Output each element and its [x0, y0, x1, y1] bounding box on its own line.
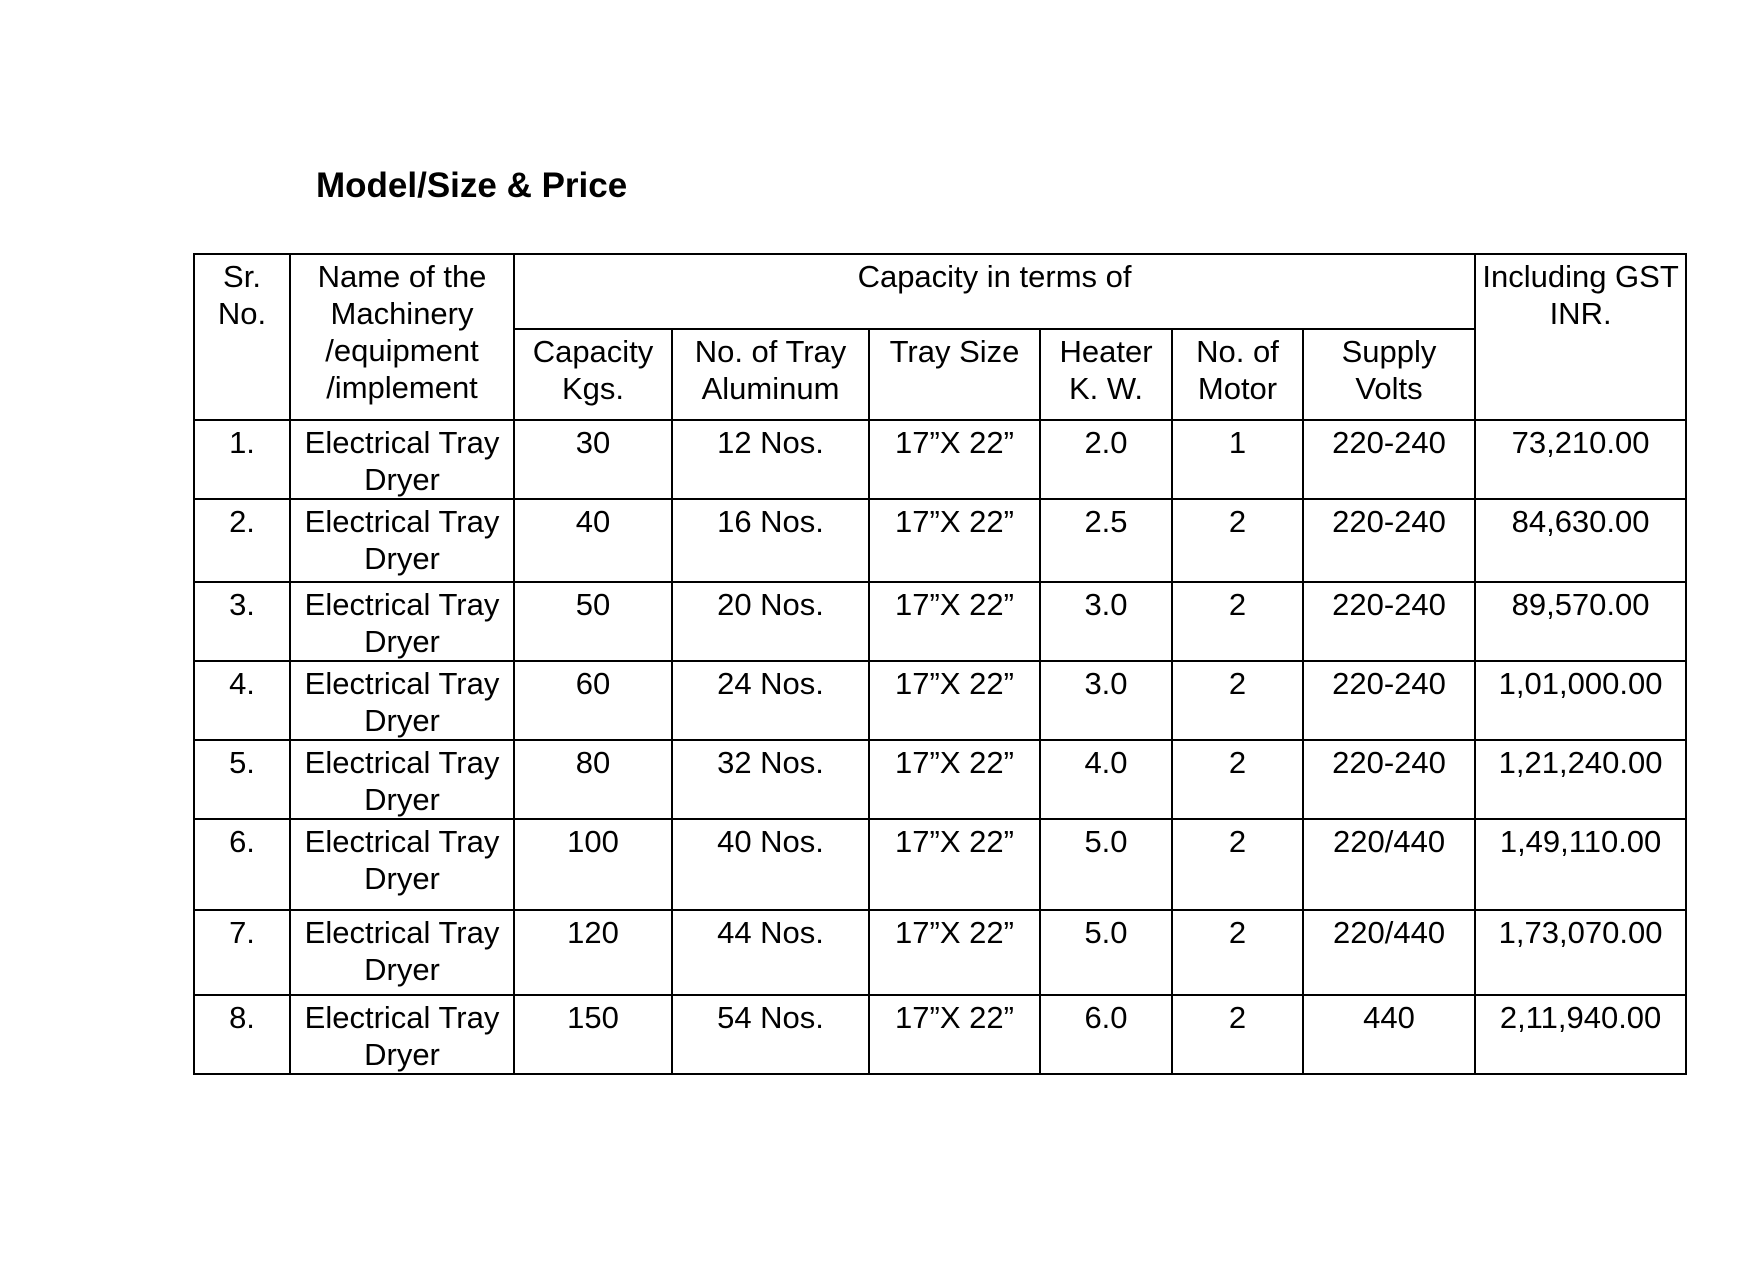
cell-heater: 5.0 — [1040, 910, 1172, 995]
table-row — [194, 420, 1686, 499]
header-price: Including GST INR. — [1475, 254, 1686, 420]
cell-heater: 2.0 — [1040, 420, 1172, 499]
cell-heater: 4.0 — [1040, 740, 1172, 819]
header-no-of-motor: No. of Motor — [1172, 329, 1303, 420]
cell-capacity: 60 — [514, 661, 672, 740]
cell-machinery-name: Electrical Tray Dryer — [290, 910, 514, 995]
table-header — [194, 254, 1686, 420]
cell-capacity: 30 — [514, 420, 672, 499]
cell-price: 1,49,110.00 — [1475, 819, 1686, 910]
cell-no-of-tray: 20 Nos. — [672, 582, 869, 661]
cell-capacity: 50 — [514, 582, 672, 661]
cell-no-of-tray: 40 Nos. — [672, 819, 869, 910]
cell-machinery-name: Electrical Tray Dryer — [290, 582, 514, 661]
cell-machinery-name: Electrical Tray Dryer — [290, 499, 514, 582]
cell-tray-size: 17”X 22” — [869, 420, 1040, 499]
cell-tray-size: 17”X 22” — [869, 910, 1040, 995]
header-capacity-group: Capacity in terms of — [514, 254, 1475, 329]
cell-capacity: 40 — [514, 499, 672, 582]
table-row — [194, 740, 1686, 819]
cell-no-of-motor: 2 — [1172, 499, 1303, 582]
cell-no-of-motor: 2 — [1172, 661, 1303, 740]
header-sr-no: Sr. No. — [194, 254, 290, 420]
cell-price: 1,21,240.00 — [1475, 740, 1686, 819]
cell-supply-volts: 220/440 — [1303, 910, 1475, 995]
cell-supply-volts: 220/440 — [1303, 819, 1475, 910]
cell-capacity: 80 — [514, 740, 672, 819]
cell-heater: 3.0 — [1040, 661, 1172, 740]
cell-price: 84,630.00 — [1475, 499, 1686, 582]
cell-machinery-name: Electrical Tray Dryer — [290, 740, 514, 819]
cell-heater: 6.0 — [1040, 995, 1172, 1074]
header-supply-volts: Supply Volts — [1303, 329, 1475, 420]
cell-sr-no: 3. — [194, 582, 290, 661]
table-row — [194, 582, 1686, 661]
cell-no-of-motor: 1 — [1172, 420, 1303, 499]
cell-sr-no: 8. — [194, 995, 290, 1074]
cell-capacity: 100 — [514, 819, 672, 910]
cell-supply-volts: 220-240 — [1303, 661, 1475, 740]
cell-no-of-tray: 54 Nos. — [672, 995, 869, 1074]
cell-no-of-motor: 2 — [1172, 910, 1303, 995]
header-tray-size: Tray Size — [869, 329, 1040, 420]
header-no-of-tray: No. of Tray Aluminum — [672, 329, 869, 420]
cell-price: 2,11,940.00 — [1475, 995, 1686, 1074]
cell-heater: 5.0 — [1040, 819, 1172, 910]
cell-capacity: 120 — [514, 910, 672, 995]
cell-no-of-motor: 2 — [1172, 582, 1303, 661]
cell-supply-volts: 220-240 — [1303, 740, 1475, 819]
table-row — [194, 661, 1686, 740]
cell-capacity: 150 — [514, 995, 672, 1074]
cell-tray-size: 17”X 22” — [869, 499, 1040, 582]
cell-no-of-tray: 32 Nos. — [672, 740, 869, 819]
cell-no-of-motor: 2 — [1172, 740, 1303, 819]
cell-tray-size: 17”X 22” — [869, 740, 1040, 819]
cell-supply-volts: 220-240 — [1303, 420, 1475, 499]
cell-price: 73,210.00 — [1475, 420, 1686, 499]
page-title: Model/Size & Price — [316, 166, 628, 205]
cell-supply-volts: 220-240 — [1303, 582, 1475, 661]
cell-tray-size: 17”X 22” — [869, 582, 1040, 661]
cell-no-of-tray: 12 Nos. — [672, 420, 869, 499]
cell-sr-no: 4. — [194, 661, 290, 740]
cell-supply-volts: 220-240 — [1303, 499, 1475, 582]
table-row — [194, 819, 1686, 910]
cell-tray-size: 17”X 22” — [869, 995, 1040, 1074]
cell-sr-no: 1. — [194, 420, 290, 499]
price-table — [193, 253, 1687, 1075]
cell-sr-no: 7. — [194, 910, 290, 995]
cell-no-of-motor: 2 — [1172, 995, 1303, 1074]
cell-no-of-tray: 16 Nos. — [672, 499, 869, 582]
cell-no-of-motor: 2 — [1172, 819, 1303, 910]
cell-sr-no: 2. — [194, 499, 290, 582]
header-machinery-name: Name of the Machinery /equipment /implement — [290, 254, 514, 420]
cell-price: 89,570.00 — [1475, 582, 1686, 661]
cell-tray-size: 17”X 22” — [869, 819, 1040, 910]
table-body — [194, 420, 1686, 1074]
cell-machinery-name: Electrical Tray Dryer — [290, 661, 514, 740]
table-row — [194, 995, 1686, 1074]
cell-machinery-name: Electrical Tray Dryer — [290, 819, 514, 910]
cell-sr-no: 5. — [194, 740, 290, 819]
cell-sr-no: 6. — [194, 819, 290, 910]
cell-price: 1,01,000.00 — [1475, 661, 1686, 740]
cell-no-of-tray: 44 Nos. — [672, 910, 869, 995]
cell-heater: 2.5 — [1040, 499, 1172, 582]
table-row — [194, 499, 1686, 582]
header-capacity-kgs: Capacity Kgs. — [514, 329, 672, 420]
cell-heater: 3.0 — [1040, 582, 1172, 661]
table-row — [194, 910, 1686, 995]
cell-no-of-tray: 24 Nos. — [672, 661, 869, 740]
cell-supply-volts: 440 — [1303, 995, 1475, 1074]
cell-tray-size: 17”X 22” — [869, 661, 1040, 740]
header-heater-kw: Heater K. W. — [1040, 329, 1172, 420]
cell-machinery-name: Electrical Tray Dryer — [290, 995, 514, 1074]
cell-price: 1,73,070.00 — [1475, 910, 1686, 995]
cell-machinery-name: Electrical Tray Dryer — [290, 420, 514, 499]
